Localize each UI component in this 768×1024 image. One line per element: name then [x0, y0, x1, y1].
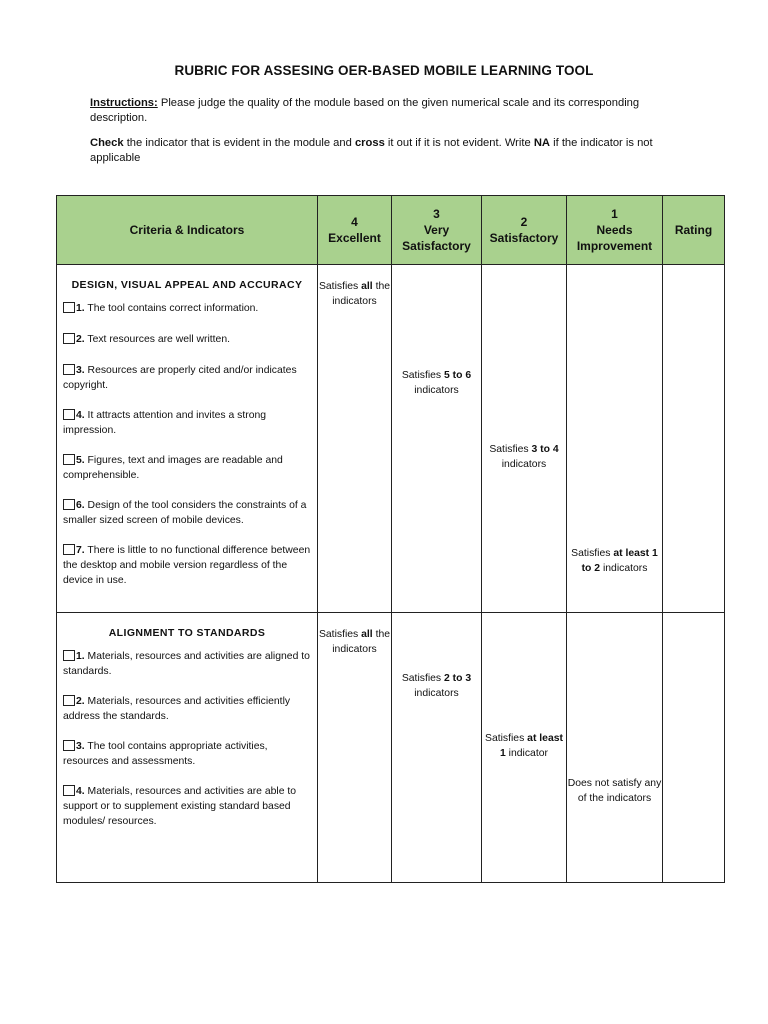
indicator-text: Materials, resources and activities efficiently address the standards. [63, 696, 291, 722]
header-satisfactory-label: Satisfactory [489, 231, 559, 245]
header-needs-improvement-label: Needs Improvement [576, 223, 653, 253]
criteria-cell [57, 265, 318, 613]
indicator-number: 3. [76, 741, 85, 752]
indicator-item [63, 408, 311, 438]
indicator-text: Design of the tool considers the constraints of a smaller sized screen of mobile devices. [63, 500, 307, 526]
instructions-paragraph [90, 96, 680, 126]
indicator-checkbox[interactable] [63, 650, 75, 661]
indicator-number: 3. [76, 365, 85, 376]
score-cell-needs-improvement [567, 265, 663, 613]
indicator-text: It attracts attention and invites a strong impression. [63, 410, 267, 436]
rubric-table [56, 195, 725, 883]
check-text-3: if the indicator is not applicable [90, 137, 653, 164]
score-cell-satisfactory [482, 265, 567, 613]
score-cell-very-satisfactory [392, 265, 482, 613]
header-very-satisfactory-score: 3 [433, 207, 440, 221]
check-paragraph [90, 136, 680, 166]
indicator-number: 4. [76, 786, 85, 797]
indicator-checkbox[interactable] [63, 409, 75, 420]
section-title: DESIGN, VISUAL APPEAL AND ACCURACY [71, 279, 303, 291]
indicator-checkbox[interactable] [63, 499, 75, 510]
indicator-checkbox[interactable] [63, 695, 75, 706]
score-description: Satisfies at least 1 indicator [485, 733, 563, 759]
indicator-text: Resources are properly cited and/or indicates copyright. [63, 365, 297, 391]
indicator-text: The tool contains correct information. [84, 303, 259, 314]
score-cell-satisfactory [482, 613, 567, 883]
indicator-text: Figures, text and images are readable and comprehensible. [63, 455, 283, 481]
header-very-satisfactory [392, 196, 482, 265]
indicator-number: 1. [76, 651, 85, 662]
indicator-item [63, 453, 311, 483]
indicator-text: There is little to no functional difference between the desktop and mobile version regardless of the device in use. [63, 545, 311, 586]
instructions-label: Instructions: [90, 97, 158, 109]
header-satisfactory-score: 2 [520, 215, 528, 229]
score-cell-very-satisfactory [392, 613, 482, 883]
indicator-text: Materials, resources and activities are aligned to standards. [63, 651, 310, 677]
section-row-design [57, 265, 725, 613]
indicator-number: 2. [76, 334, 85, 345]
indicator-item [63, 301, 311, 316]
indicator-number: 5. [76, 455, 85, 466]
indicator-item [63, 498, 311, 528]
indicator-checkbox[interactable] [63, 740, 75, 751]
indicator-checkbox[interactable] [63, 302, 75, 313]
indicator-checkbox[interactable] [63, 785, 75, 796]
header-excellent-score: 4 [351, 215, 358, 229]
indicator-item [63, 543, 311, 588]
section-row-alignment [57, 613, 725, 883]
indicator-item [63, 332, 311, 347]
score-description: Satisfies 5 to 6 indicators [401, 370, 472, 396]
indicator-number: 1. [76, 303, 85, 314]
check-text-2: it out if it is not evident. Write [384, 137, 534, 149]
indicator-checkbox[interactable] [63, 364, 75, 375]
indicator-number: 4. [76, 410, 85, 421]
header-rating: Rating [663, 196, 725, 265]
header-excellent-label: Excellent [328, 231, 381, 245]
indicator-item [63, 739, 311, 769]
score-description: Satisfies at least 1 to 2 indicators [571, 548, 658, 574]
na-word: NA [533, 137, 551, 149]
header-criteria: Criteria & Indicators [57, 196, 318, 265]
score-description: Satisfies 3 to 4 indicators [489, 444, 559, 470]
score-description: Does not satisfy any of the indicators [567, 778, 662, 804]
header-satisfactory [482, 196, 567, 265]
cross-word: cross [354, 137, 385, 149]
indicator-text: Materials, resources and activities are able to support or to supplement existing standard based modules/ resources. [63, 786, 297, 827]
indicator-text: The tool contains appropriate activities, resources and assessments. [63, 741, 268, 767]
indicator-number: 2. [76, 696, 85, 707]
indicator-item [63, 363, 311, 393]
rating-cell[interactable] [663, 265, 725, 613]
indicator-item [63, 649, 311, 679]
criteria-cell [57, 613, 318, 883]
header-row [57, 196, 725, 265]
header-needs-improvement [567, 196, 663, 265]
check-word: Check [90, 137, 124, 149]
indicator-text: Text resources are well written. [84, 334, 231, 345]
score-cell-excellent [318, 613, 392, 883]
indicator-checkbox[interactable] [63, 544, 75, 555]
indicator-number: 7. [76, 545, 85, 556]
instructions-text: Please judge the quality of the module based on the given numerical scale and its corresponding description. [90, 97, 640, 124]
check-text-1: the indicator that is evident in the module and [123, 137, 355, 149]
rating-cell[interactable] [663, 613, 725, 883]
indicator-checkbox[interactable] [63, 454, 75, 465]
document-title: RUBRIC FOR ASSESING OER-BASED MOBILE LEARNING TOOL [174, 63, 594, 78]
header-very-satisfactory-label: Very Satisfactory [402, 223, 471, 253]
indicator-checkbox[interactable] [63, 333, 75, 344]
section-title: ALIGNMENT TO STANDARDS [108, 627, 266, 639]
header-needs-improvement-score: 1 [611, 207, 618, 221]
header-excellent [318, 196, 392, 265]
indicator-item [63, 694, 311, 724]
score-cell-needs-improvement [567, 613, 663, 883]
score-description: Satisfies 2 to 3 indicators [401, 673, 472, 699]
score-description: Satisfies all the indicators [318, 281, 391, 307]
indicator-item [63, 784, 311, 829]
score-cell-excellent [318, 265, 392, 613]
indicator-number: 6. [76, 500, 85, 511]
score-description: Satisfies all the indicators [318, 629, 391, 655]
